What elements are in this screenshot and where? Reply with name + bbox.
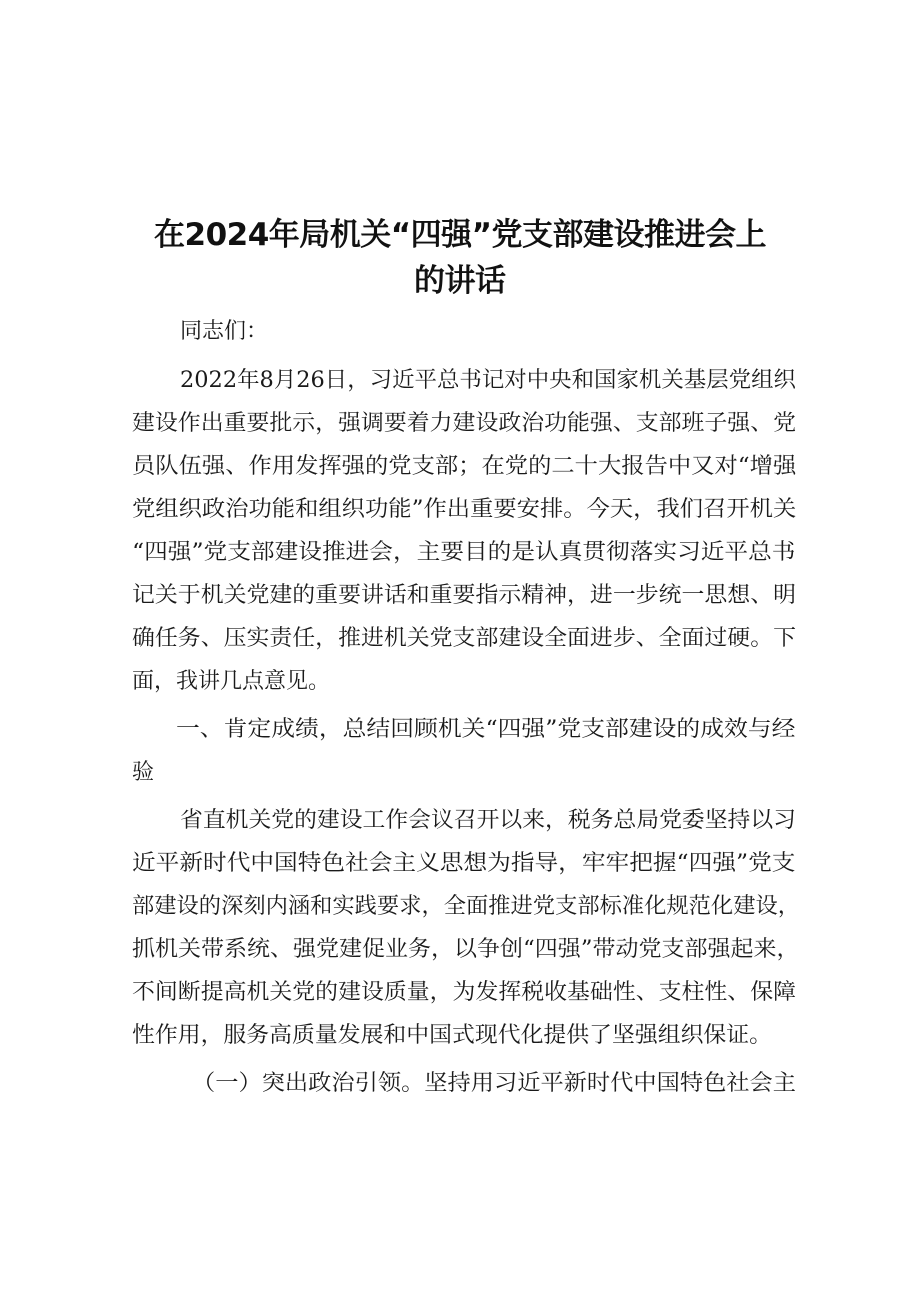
paragraph-2-line: 近平新时代中国特色社会主义思想为指导，牢牢把握“四强”党支 xyxy=(132,851,796,876)
paragraph-1-line: 党组织政治功能和组织功能”作出重要安排。今天，我们召开机关 xyxy=(132,497,797,522)
paragraph-1-line: 2022年8月26日，习近平总书记对中央和国家机关基层党组织 xyxy=(180,368,796,393)
paragraph-1-line: 面，我讲几点意见。 xyxy=(132,669,331,694)
paragraph-1-line: 记关于机关党建的重要讲话和重要指示精神，进一步统一思想、明 xyxy=(132,583,797,608)
salutation: 同志们： xyxy=(180,319,269,344)
paragraph-1-line: 员队伍强、作用发挥强的党支部；在党的二十大报告中又对“增强 xyxy=(132,454,797,479)
paragraph-2-line: 部建设的深刻内涵和实践要求，全面推进党支部标准化规范化建设， xyxy=(132,894,801,919)
paragraph-1-line: 确任务、压实责任，推进机关党支部建设全面进步、全面过硬。下 xyxy=(132,626,797,651)
paragraph-1-line: “四强”党支部建设推进会，主要目的是认真贯彻落实习近平总书 xyxy=(132,540,796,565)
section-heading-line: 一、肯定成绩，总结回顾机关“四强”党支部建设的成效与经 xyxy=(176,717,796,742)
section-heading-line: 验 xyxy=(132,760,155,785)
paragraph-2-line: 省直机关党的建设工作会议召开以来，税务总局党委坚持以习 xyxy=(180,808,797,833)
paragraph-1-line: 建设作出重要批示，强调要着力建设政治功能强、支部班子强、党 xyxy=(132,411,797,436)
document-title-line-2: 的讲话 xyxy=(414,263,506,299)
document-title-line-1: 在2024年局机关“四强”党支部建设推进会上 xyxy=(154,217,767,253)
subsection-heading-line: （一）突出政治引领。坚持用习近平新时代中国特色社会主 xyxy=(192,1071,797,1096)
paragraph-2-line: 性作用，服务高质量发展和中国式现代化提供了坚强组织保证。 xyxy=(132,1023,773,1048)
paragraph-2-line: 不间断提高机关党的建设质量，为发挥税收基础性、支柱性、保障 xyxy=(132,980,797,1005)
paragraph-2-line: 抓机关带系统、强党建促业务，以争创“四强”带动党支部强起来， xyxy=(132,937,800,962)
